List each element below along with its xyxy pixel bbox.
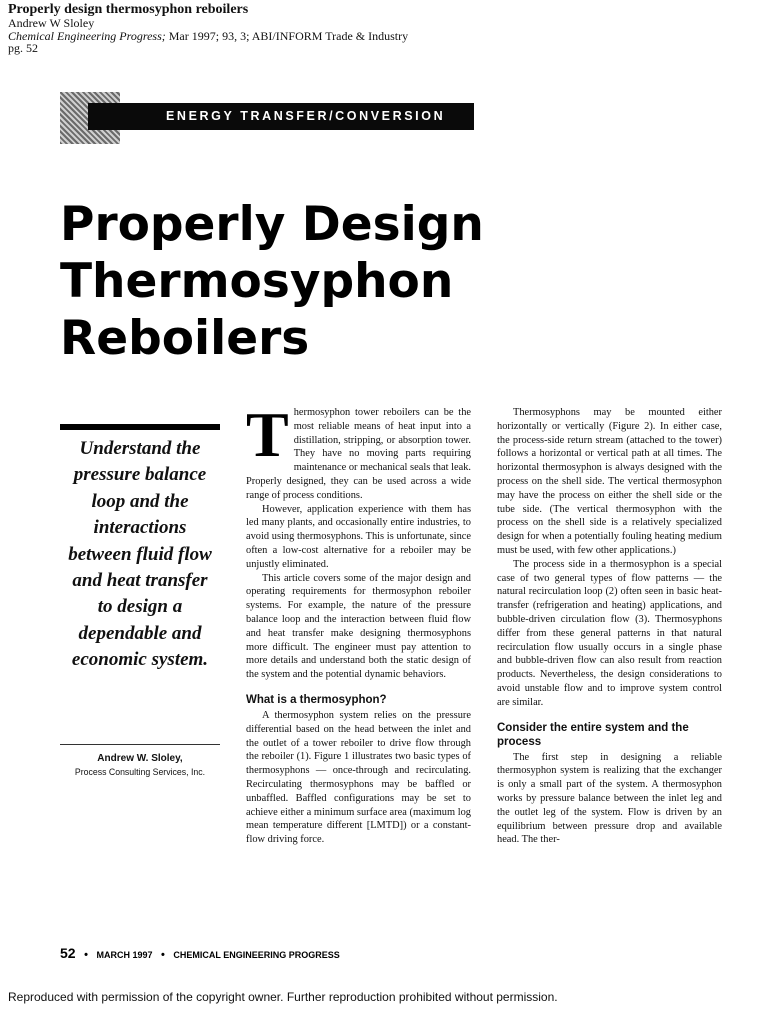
footer-bullet: • bbox=[161, 949, 165, 961]
citation-title: Properly design thermosyphon reboilers bbox=[8, 2, 249, 17]
body-column-1 bbox=[246, 399, 471, 847]
citation-details: Mar 1997; 93, 3; ABI/INFORM Trade & Industry bbox=[168, 28, 409, 43]
pullquote-line: Understand the bbox=[79, 438, 201, 459]
pullquote bbox=[60, 436, 220, 674]
author-byline bbox=[60, 752, 220, 780]
author-affiliation: Process Consulting Services, Inc. bbox=[74, 767, 206, 778]
citation-page: pg. 52 bbox=[8, 41, 38, 55]
pullquote-top-rule bbox=[60, 424, 220, 430]
body-paragraph bbox=[246, 399, 471, 503]
body-paragraph: The first step in designing a reliable thermosyphon system is realizing that the exchanger is only a small part of the system. A thermosyphon works by pressure balance between the inlet leg and the outlet leg of the system. Flow is driven by an equilibrium between pressure drop and available head. The ther- bbox=[497, 751, 722, 846]
pullquote-line: and heat transfer bbox=[72, 570, 208, 592]
title-line: Thermosyphon bbox=[60, 254, 454, 309]
body-paragraph: However, application experience with them has led many plants, and occasionally entire industries, to avoid using thermosyphons. This is unfortunate, since often a low-cost alternative for a reboiler may be unjustly eliminated. bbox=[246, 503, 471, 570]
body-column-2 bbox=[497, 406, 722, 847]
body-paragraph: A thermosyphon system relies on the pressure differential based on the head between the inlet and the outlet of a tower reboiler to drive flow through the reboiler (1). Figure 1 illustrates two basic types of thermosyphons — once-through and recirculating. Recirculating thermosyphons may be baffled or unbaffled. Baffled configurations may be set to achieve either a minimum surface area (maximum log mean temperature different [LMTD]) or a constant-flow driving force. bbox=[246, 709, 471, 846]
pullquote-line: loop and the bbox=[91, 490, 189, 512]
pullquote-line: interactions bbox=[93, 517, 187, 539]
pullquote-line: between fluid flow bbox=[68, 543, 212, 565]
drop-cap: T bbox=[246, 399, 289, 470]
section-banner bbox=[60, 92, 474, 144]
page-number: 52 bbox=[60, 945, 76, 961]
body-paragraph: The process side in a thermosyphon is a special case of two general types of flow patterns — the natural recirculation loop (2) often seen in basic heat-transfer (refrigeration and heating) applications, and bubble-driven circulation flow (3). Thermosyphons differ from these general patterns in that natural recirculation flow usually occurs in a single phase and bubble-driven flow can also result from reaction products. Nevertheless, the design considerations to avoid unstable flow and to improve system control are similar. bbox=[497, 558, 722, 708]
body-paragraph: This article covers some of the major design and operating requirements for thermosyphon reboiler systems. For example, the nature of the pressure balance loop and the interaction between fluid flow and heat transfer make designing thermosyphons more difficult. The engineer must pay attention to more details and understand both the static design of the system and the potential dynamic behaviors. bbox=[246, 572, 471, 681]
article-title bbox=[60, 196, 600, 367]
footer-bullet: • bbox=[84, 949, 88, 961]
citation-author: Andrew W Sloley bbox=[8, 16, 95, 30]
citation-source: Chemical Engineering Progress; bbox=[8, 28, 166, 43]
title-line: Properly Design bbox=[60, 197, 484, 252]
pullquote-line: to design a bbox=[97, 596, 183, 618]
section-label: ENERGY TRANSFER/CONVERSION bbox=[88, 103, 474, 130]
body-paragraph: Thermosyphons may be mounted either horizontally or vertically (Figure 2). In either case, the process-side return stream (attached to the tower) follows a horizontal or vertical path at all times. The horizontal thermosyphon is always designed with the process on the shell side. The vertical thermosyphon may have the process on either the shell side or the tube side. (The vertical thermosyphon with the process on the shell side is a relatively specialized design for when a potentially fouling heating medium must be used, with few other applications.) bbox=[497, 407, 722, 556]
footer-journal: CHEMICAL ENGINEERING PROGRESS bbox=[173, 950, 340, 960]
footer-date: MARCH 1997 bbox=[96, 950, 153, 960]
author-name: Andrew W. Sloley, bbox=[97, 753, 183, 764]
pullquote-line: pressure balance bbox=[73, 464, 207, 486]
section-heading: Consider the entire system and the process bbox=[497, 721, 689, 748]
page-footer bbox=[60, 945, 480, 961]
citation-header bbox=[8, 2, 528, 55]
pullquote-line: dependable and bbox=[78, 622, 202, 644]
paragraph-text: hermosyphon tower reboilers can be the most reliable means of heat input into a distillation, stripping, or absorption tower. They have no moving parts requiring maintenance or mechanical seals that leak. Properly designed, they can be used across a wide range of process conditions. bbox=[246, 407, 471, 501]
title-line: Reboilers bbox=[60, 311, 310, 366]
copyright-notice: Reproduced with permission of the copyright owner. Further reproduction prohibited without permission. bbox=[8, 990, 558, 1004]
pullquote-line: economic system. bbox=[71, 649, 209, 671]
citation-source-line bbox=[8, 30, 528, 43]
author-divider bbox=[60, 744, 220, 745]
section-heading: What is a thermosyphon? bbox=[246, 693, 387, 706]
